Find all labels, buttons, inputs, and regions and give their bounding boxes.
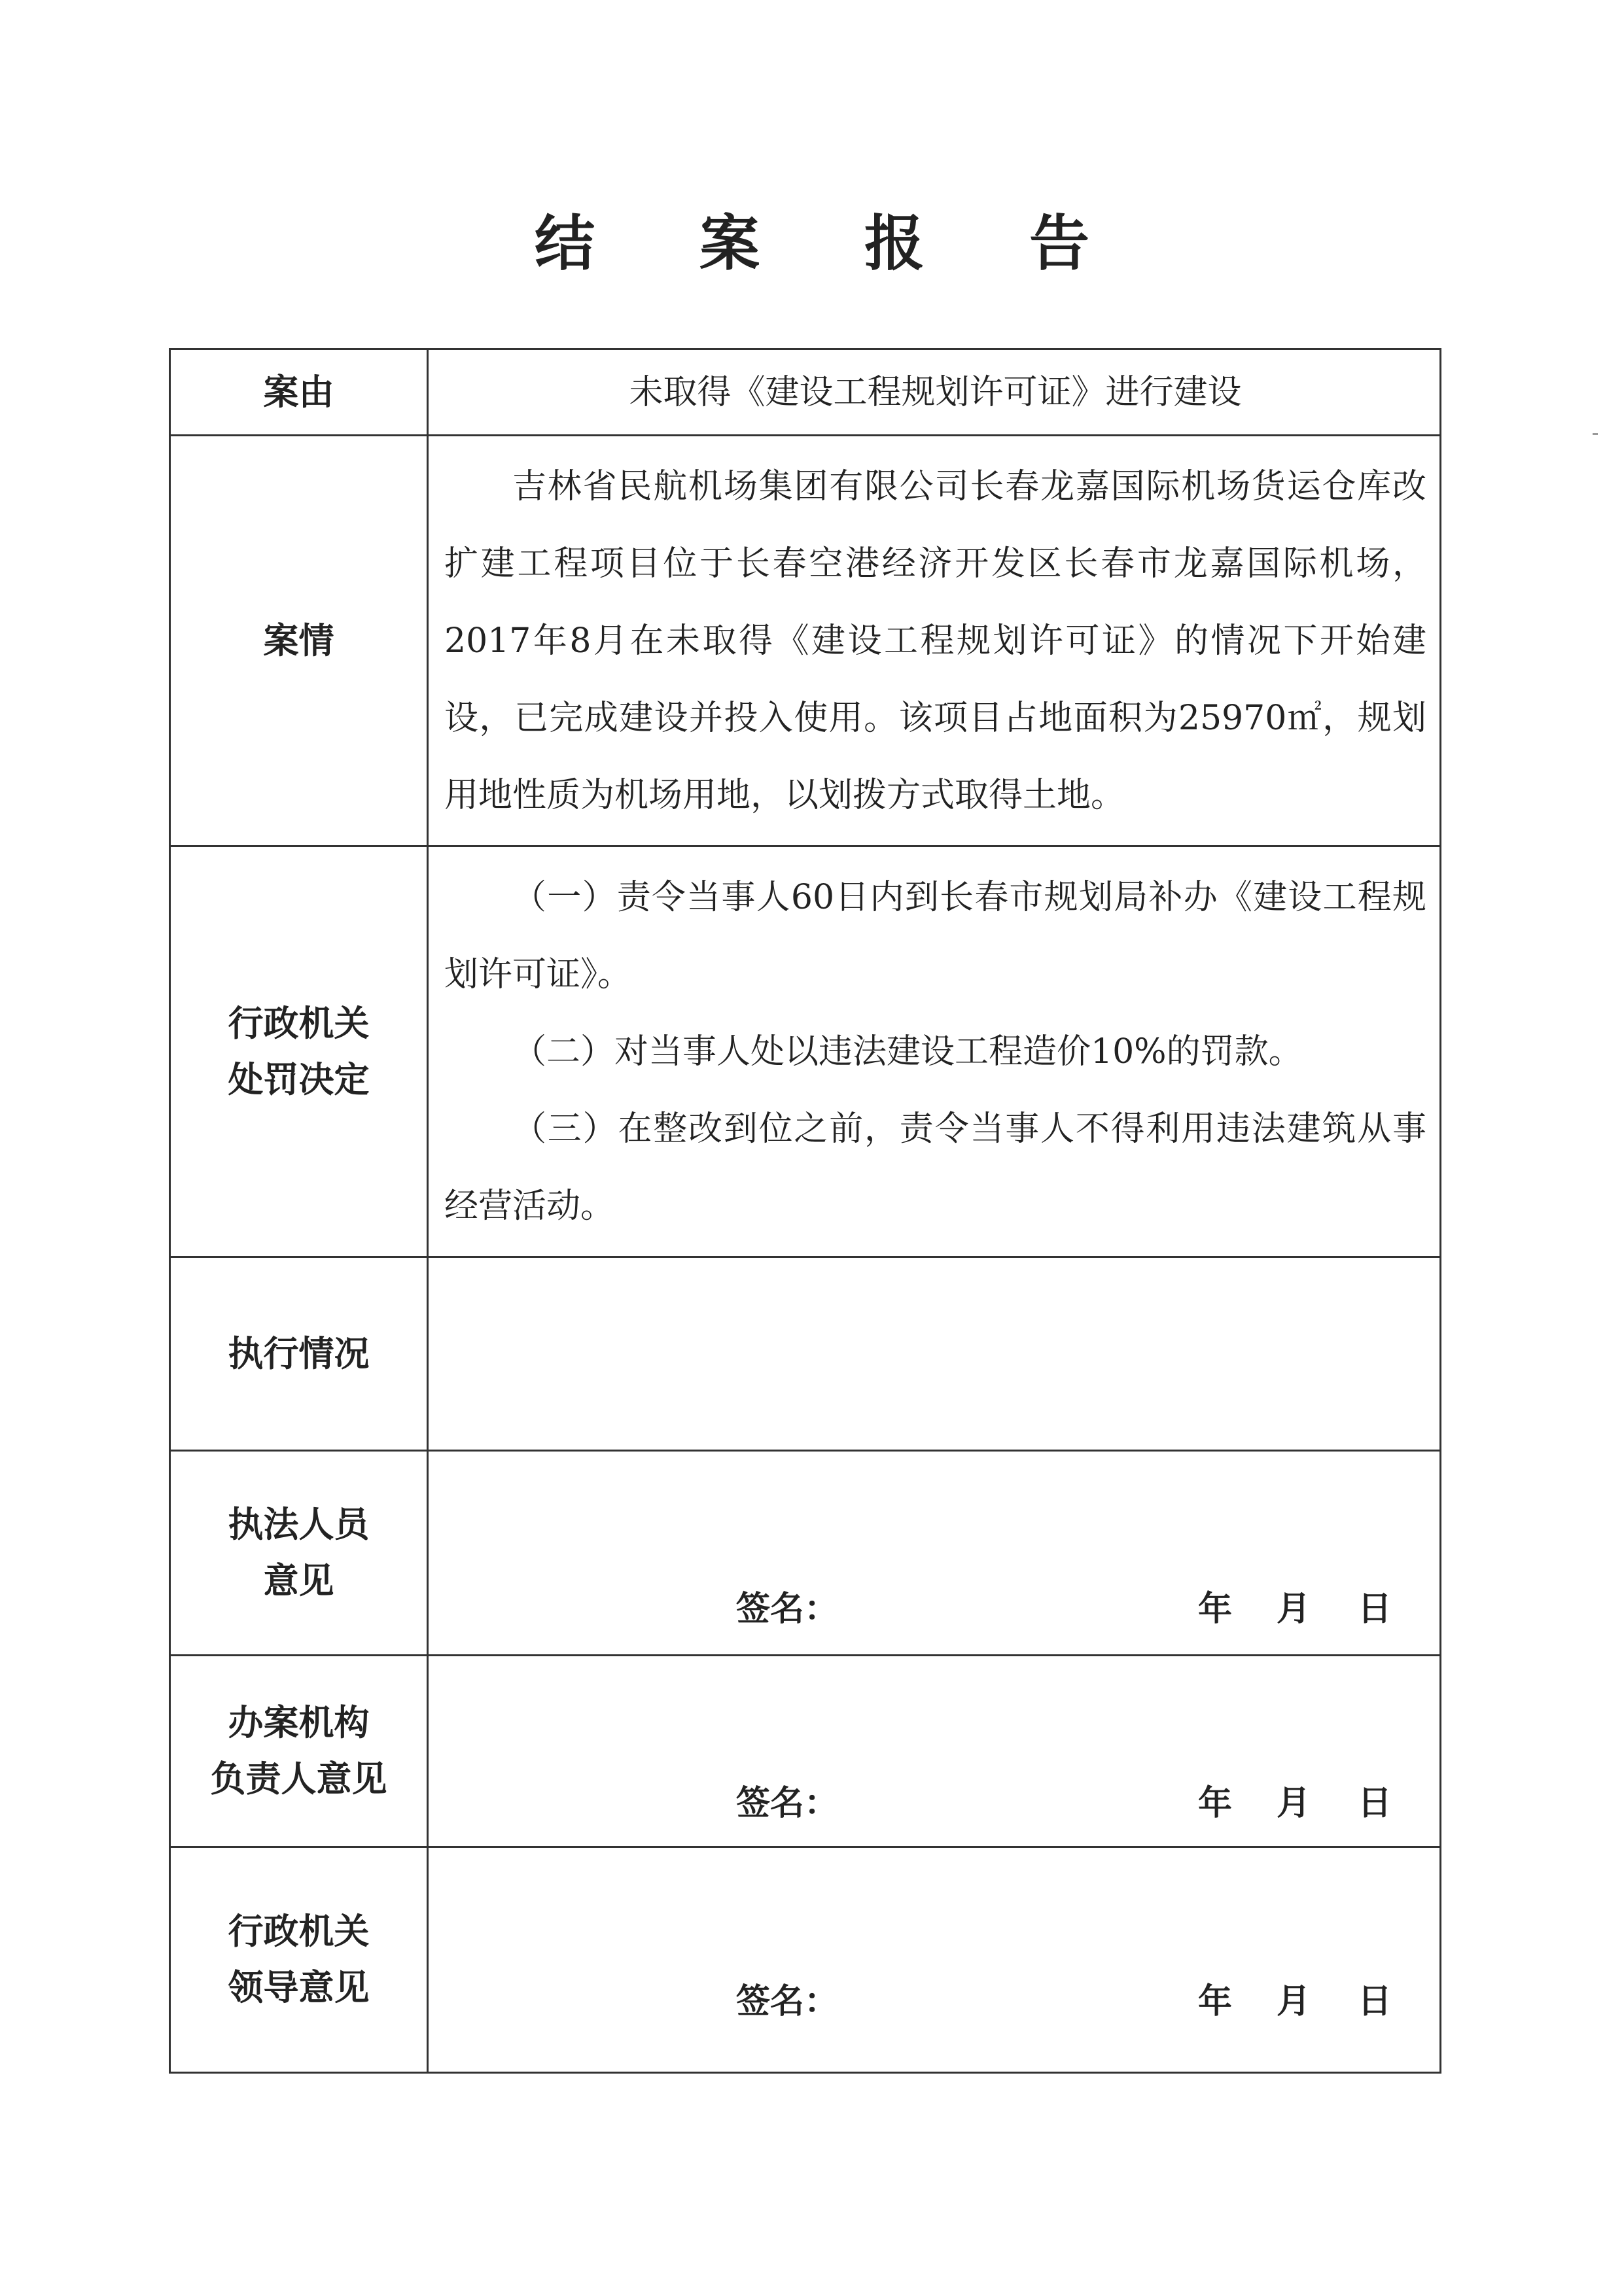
agency-day: 日 — [1358, 1784, 1392, 1823]
officer-row — [170, 1451, 1441, 1656]
leader-row — [170, 1847, 1441, 2073]
decision-label-line2: 处罚决定 — [228, 1058, 370, 1100]
agency-opinion-cell — [428, 1656, 1441, 1847]
agency-month: 月 — [1277, 1784, 1311, 1823]
leader-sign-label: 签名： — [736, 1982, 839, 2021]
execution-content — [428, 1257, 1441, 1451]
leader-month: 月 — [1277, 1982, 1311, 2021]
decision-content — [428, 846, 1441, 1257]
decision-row — [170, 846, 1441, 1257]
agency-label — [170, 1656, 428, 1847]
decision-item-3: （三）在整改到位之前，责令当事人不得利用违法建筑从事经营活动。 — [444, 1109, 1426, 1226]
officer-opinion-cell — [428, 1451, 1441, 1656]
facts-content — [428, 436, 1441, 846]
agency-label-line2: 负责人意见 — [210, 1758, 387, 1800]
leader-year: 年 — [1198, 1982, 1233, 2021]
agency-row — [170, 1656, 1441, 1847]
cause-content: 未取得《建设工程规划许可证》进行建设 — [428, 349, 1441, 436]
execution-label: 执行情况 — [170, 1257, 428, 1451]
agency-label-line1: 办案机构 — [228, 1702, 370, 1743]
agency-year: 年 — [1198, 1784, 1233, 1823]
execution-row — [170, 1257, 1441, 1451]
report-table — [169, 348, 1441, 2074]
officer-day: 日 — [1358, 1590, 1392, 1629]
officer-label-line2: 意见 — [263, 1560, 334, 1601]
decision-item-1: （一）责令当事人60日内到长春市规划局补办《建设工程规划许可证》。 — [444, 877, 1426, 994]
facts-paragraph: 吉林省民航机场集团有限公司长春龙嘉国际机场货运仓库改扩建工程项目位于长春空港经济开发区长春市龙嘉国际机场，2017年8月在未取得《建设工程规划许可证》的情况下开始建设，已完成建设并投入使用。该项目占地面积为25970㎡，规划用地性质为机场用地，以划拨方式取得土地。 — [444, 466, 1426, 815]
cause-row — [170, 349, 1441, 436]
decision-label-line1: 行政机关 — [228, 1002, 370, 1044]
decision-item-2: （二）对当事人处以违法建设工程造价10%的罚款。 — [512, 1032, 1303, 1071]
officer-label-line1: 执法人员 — [228, 1504, 370, 1545]
scan-mark — [1593, 433, 1598, 435]
facts-label: 案情 — [170, 436, 428, 846]
officer-year: 年 — [1198, 1590, 1233, 1629]
leader-label — [170, 1847, 428, 2073]
cause-label: 案由 — [170, 349, 428, 436]
facts-row — [170, 436, 1441, 846]
page-title: 结 案 报 告 — [534, 209, 1132, 279]
leader-label-line2: 领导意见 — [228, 1967, 370, 2008]
leader-opinion-cell — [428, 1847, 1441, 2073]
leader-day: 日 — [1358, 1982, 1392, 2021]
decision-label — [170, 846, 428, 1257]
leader-label-line1: 行政机关 — [228, 1911, 370, 1952]
agency-sign-label: 签名： — [736, 1784, 839, 1823]
officer-label — [170, 1451, 428, 1656]
officer-sign-label: 签名： — [736, 1590, 839, 1629]
officer-month: 月 — [1277, 1590, 1311, 1629]
